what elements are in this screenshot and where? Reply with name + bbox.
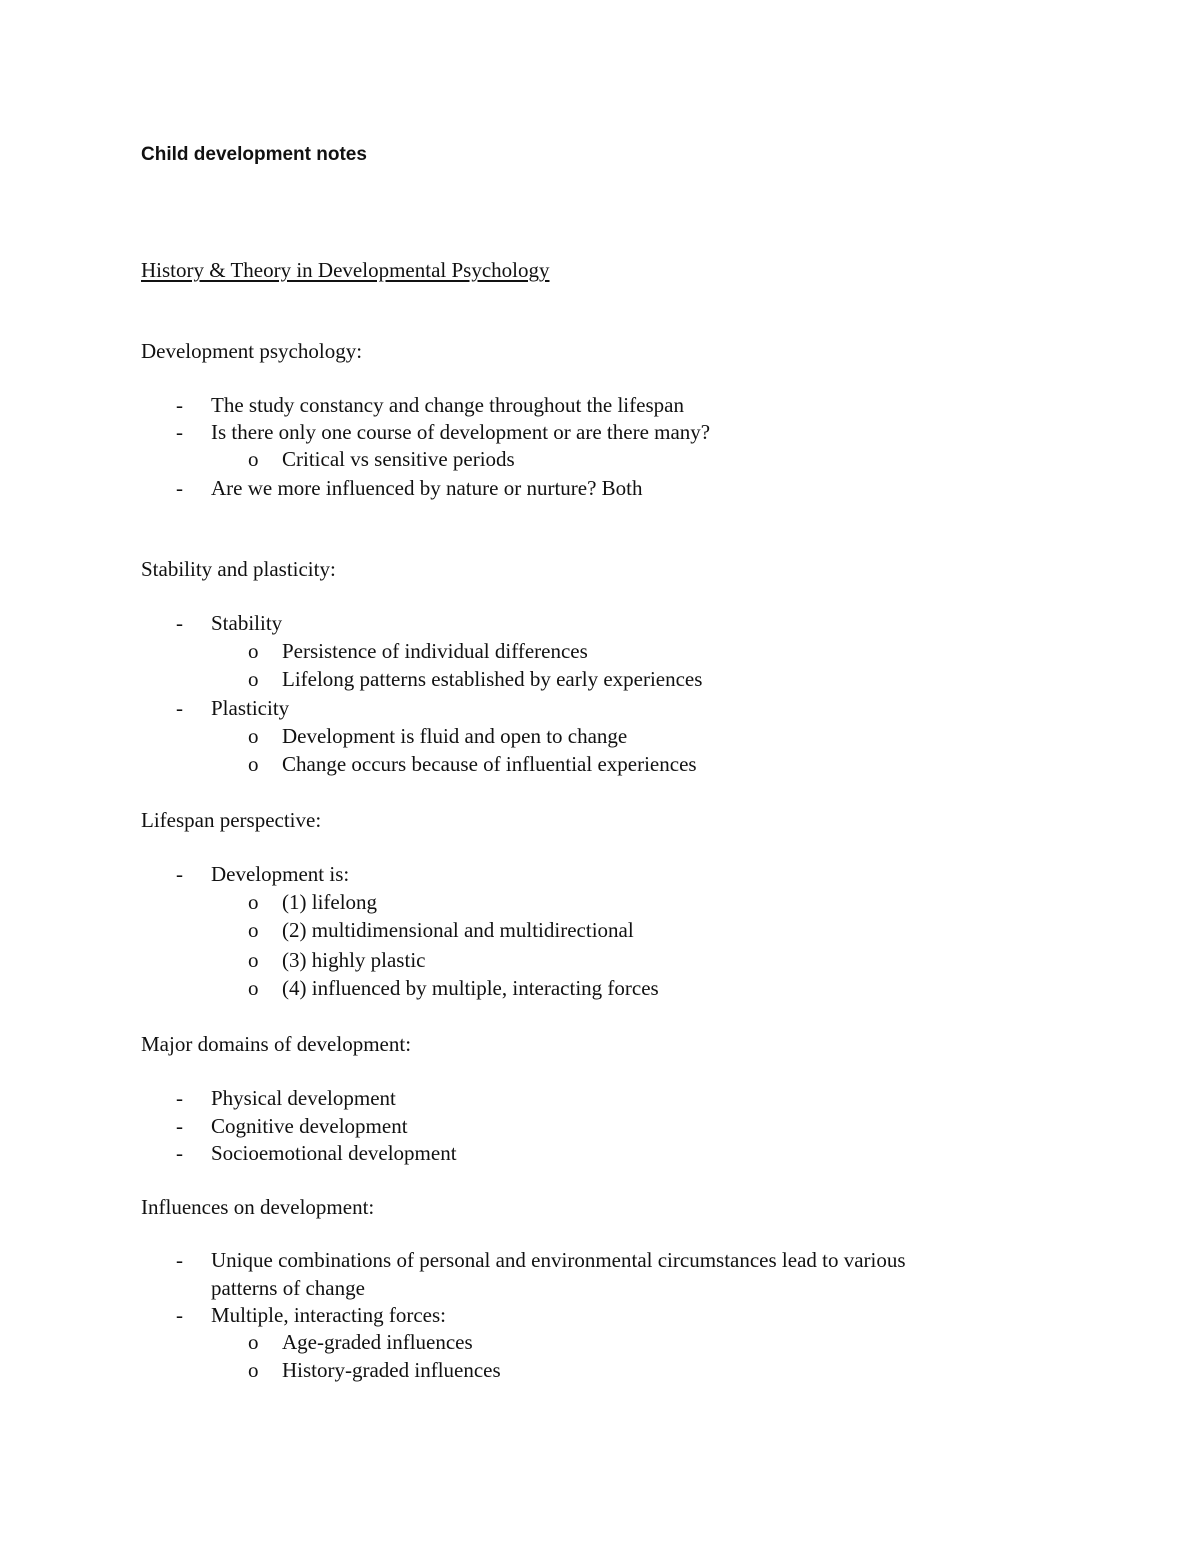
circle-bullet: o bbox=[248, 890, 259, 914]
dash-bullet: - bbox=[176, 1248, 183, 1272]
sub-list-item: (4) influenced by multiple, interacting forces bbox=[282, 976, 659, 1000]
list-item: Unique combinations of personal and environmental circumstances lead to various bbox=[211, 1248, 906, 1272]
list-item: Development is: bbox=[211, 862, 350, 886]
sub-list-item: (1) lifelong bbox=[282, 890, 378, 914]
circle-bullet: o bbox=[248, 447, 259, 471]
dash-bullet: - bbox=[176, 420, 183, 444]
block-heading: Lifespan perspective: bbox=[141, 808, 322, 832]
circle-bullet: o bbox=[248, 948, 259, 972]
sub-list-item: Age-graded influences bbox=[282, 1330, 473, 1354]
sub-list-item: Lifelong patterns established by early experiences bbox=[282, 667, 703, 691]
circle-bullet: o bbox=[248, 1358, 259, 1382]
sub-list-item: Development is fluid and open to change bbox=[282, 724, 628, 748]
section-title: History & Theory in Developmental Psychology bbox=[141, 258, 550, 282]
list-item: Cognitive development bbox=[211, 1114, 408, 1138]
block-heading: Development psychology: bbox=[141, 339, 363, 363]
dash-bullet: - bbox=[176, 862, 183, 886]
dash-bullet: - bbox=[176, 393, 183, 417]
sub-list-item: (3) highly plastic bbox=[282, 948, 426, 972]
circle-bullet: o bbox=[248, 667, 259, 691]
circle-bullet: o bbox=[248, 976, 259, 1000]
document-title: Child development notes bbox=[141, 144, 367, 165]
dash-bullet: - bbox=[176, 1303, 183, 1327]
sub-list-item: Change occurs because of influential experiences bbox=[282, 752, 697, 776]
dash-bullet: - bbox=[176, 1114, 183, 1138]
circle-bullet: o bbox=[248, 639, 259, 663]
dash-bullet: - bbox=[176, 1141, 183, 1165]
list-item-continuation: patterns of change bbox=[211, 1276, 365, 1300]
circle-bullet: o bbox=[248, 1330, 259, 1354]
dash-bullet: - bbox=[176, 611, 183, 635]
dash-bullet: - bbox=[176, 476, 183, 500]
sub-list-item: (2) multidimensional and multidirectional bbox=[282, 918, 634, 942]
list-item: Stability bbox=[211, 611, 283, 635]
circle-bullet: o bbox=[248, 752, 259, 776]
block-heading: Stability and plasticity: bbox=[141, 557, 336, 581]
sub-list-item: History-graded influences bbox=[282, 1358, 501, 1382]
list-item: Is there only one course of development or are there many? bbox=[211, 420, 711, 444]
list-item: Socioemotional development bbox=[211, 1141, 457, 1165]
list-item: Physical development bbox=[211, 1086, 396, 1110]
list-item: Multiple, interacting forces: bbox=[211, 1303, 447, 1327]
list-item: Are we more influenced by nature or nurture? Both bbox=[211, 476, 643, 500]
list-item: Plasticity bbox=[211, 696, 290, 720]
block-heading: Major domains of development: bbox=[141, 1032, 412, 1056]
sub-list-item: Critical vs sensitive periods bbox=[282, 447, 515, 471]
dash-bullet: - bbox=[176, 1086, 183, 1110]
list-item: The study constancy and change throughout the lifespan bbox=[211, 393, 684, 417]
circle-bullet: o bbox=[248, 724, 259, 748]
block-heading: Influences on development: bbox=[141, 1195, 375, 1219]
dash-bullet: - bbox=[176, 696, 183, 720]
circle-bullet: o bbox=[248, 918, 259, 942]
sub-list-item: Persistence of individual differences bbox=[282, 639, 588, 663]
